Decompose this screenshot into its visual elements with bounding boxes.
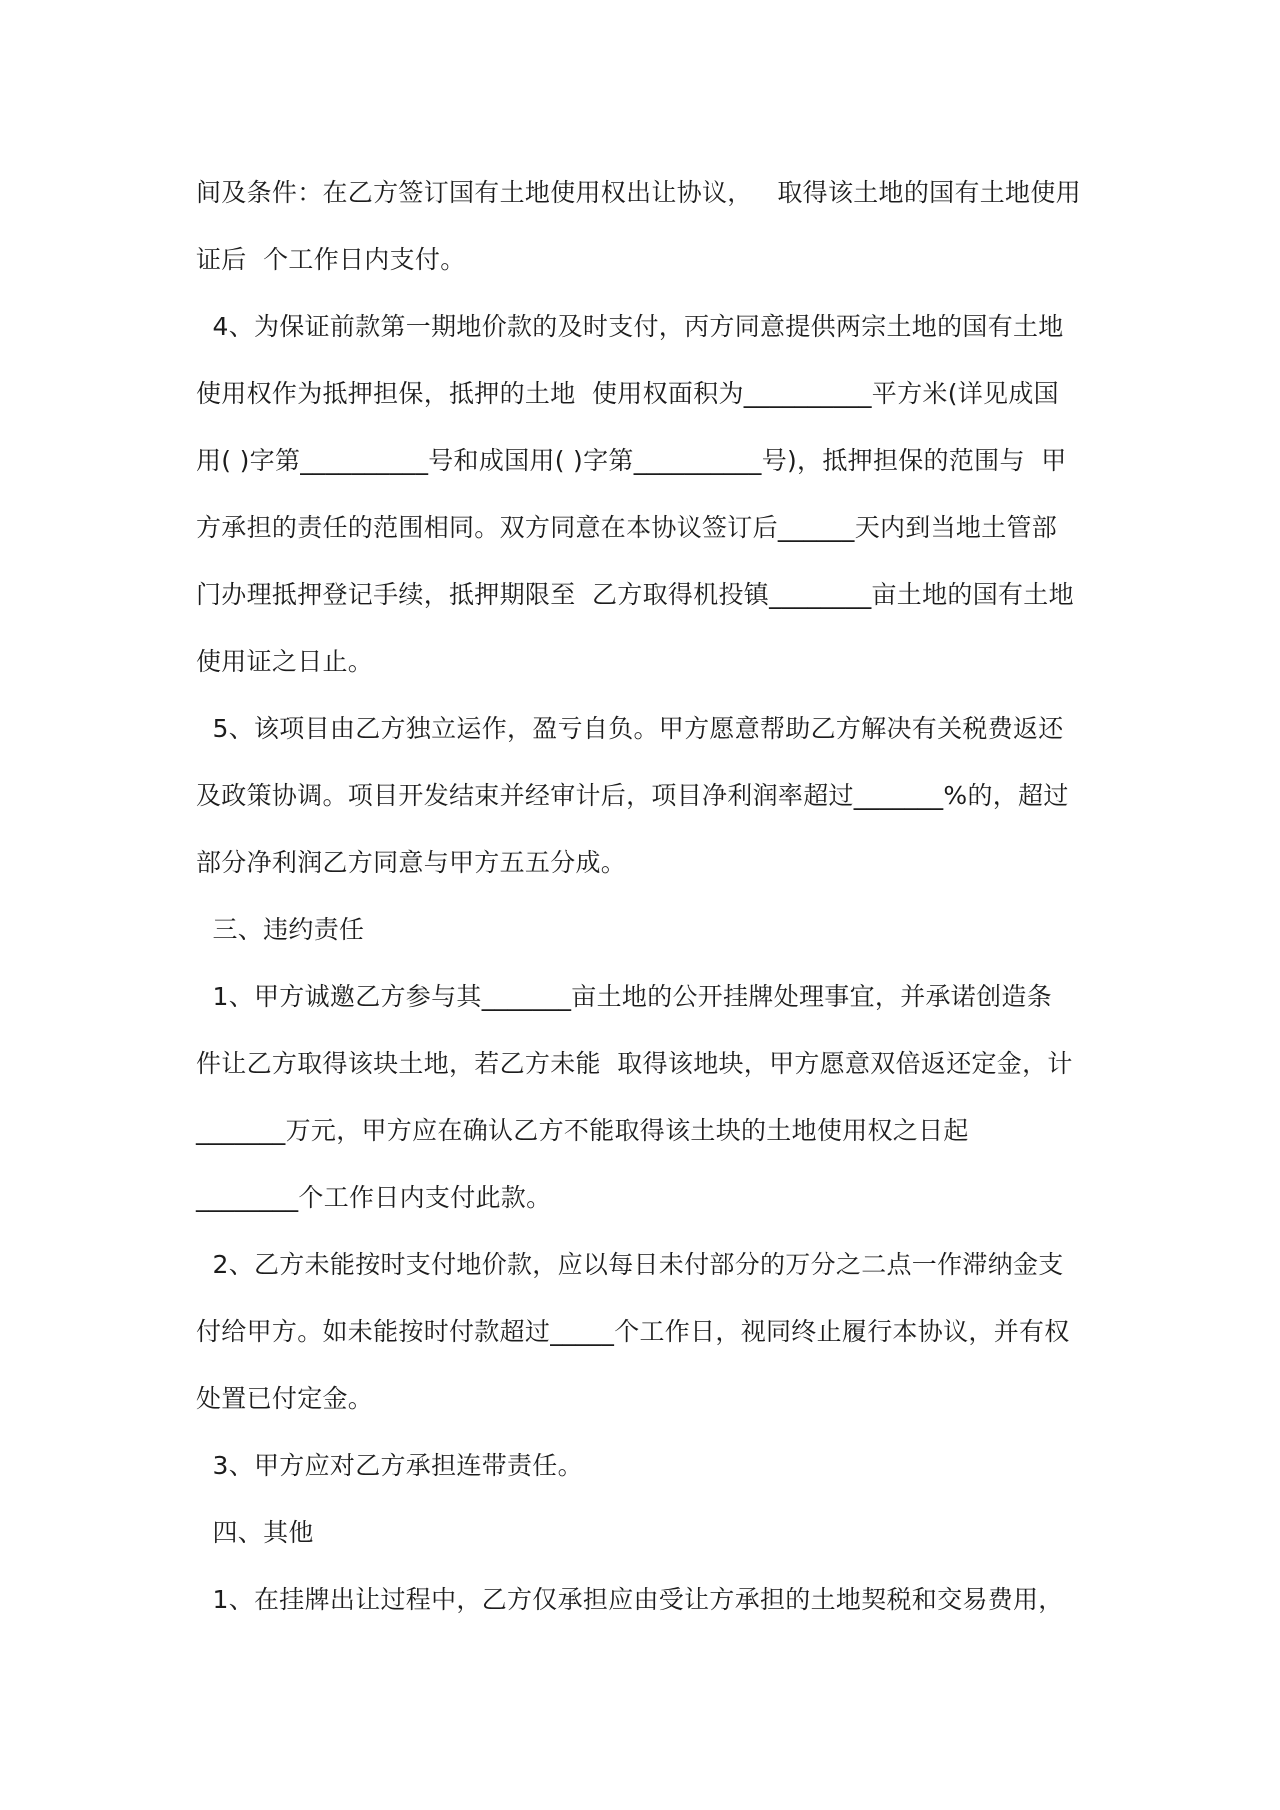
section-heading: 三、违约责任 [196,915,365,944]
text-line: ________个工作日内支付此款。 [196,1183,552,1212]
text-line: 3、甲方应对乙方承担连带责任。 [196,1451,583,1480]
text-line: 用( )字第__________号和成国用( )字第__________号)，抵押担保的范围与 甲 [196,446,1067,475]
text-line: 使用证之日止。 [196,647,374,676]
text-line: 4、为保证前款第一期地价款的及时支付，丙方同意提供两宗土地的国有土地 [196,312,1064,341]
text-line: 付给甲方。如未能按时付款超过_____个工作日，视同终止履行本协议，并有权 [196,1317,1070,1346]
text-line: 2、乙方未能按时支付地价款，应以每日未付部分的万分之二点一作滞纳金支 [196,1250,1064,1279]
text-line: 5、该项目由乙方独立运作，盈亏自负。甲方愿意帮助乙方解决有关税费返还 [196,714,1064,743]
text-line: 部分净利润乙方同意与甲方五五分成。 [196,848,627,877]
text-line: 1、甲方诚邀乙方参与其_______亩土地的公开挂牌处理事宜，并承诺创造条 [196,982,1053,1011]
text-line: 1、在挂牌出让过程中，乙方仅承担应由受让方承担的土地契税和交易费用， [196,1585,1064,1614]
text-line: 证后 个工作日内支付。 [196,245,466,274]
text-line: 处置已付定金。 [196,1384,374,1413]
text-line: 使用权作为抵押担保，抵押的土地 使用权面积为__________平方米(详见成国 [196,379,1059,408]
text-line: 门办理抵押登记手续，抵押期限至 乙方取得机投镇________亩土地的国有土地 [196,580,1074,609]
text-line: _______万元，甲方应在确认乙方不能取得该土块的土地使用权之日起 [196,1116,969,1145]
section-heading: 四、其他 [196,1518,314,1547]
text-line: 及政策协调。项目开发结束并经审计后，项目净利润率超过_______%的，超过 [196,781,1069,810]
text-line: 方承担的责任的范围相同。双方同意在本协议签订后______天内到当地土管部 [196,513,1058,542]
text-line: 件让乙方取得该块土地，若乙方未能 取得该地块，甲方愿意双倍返还定金，计 [196,1049,1073,1078]
text-line: 间及条件：在乙方签订国有土地使用权出让协议， 取得该土地的国有土地使用 [196,178,1081,207]
